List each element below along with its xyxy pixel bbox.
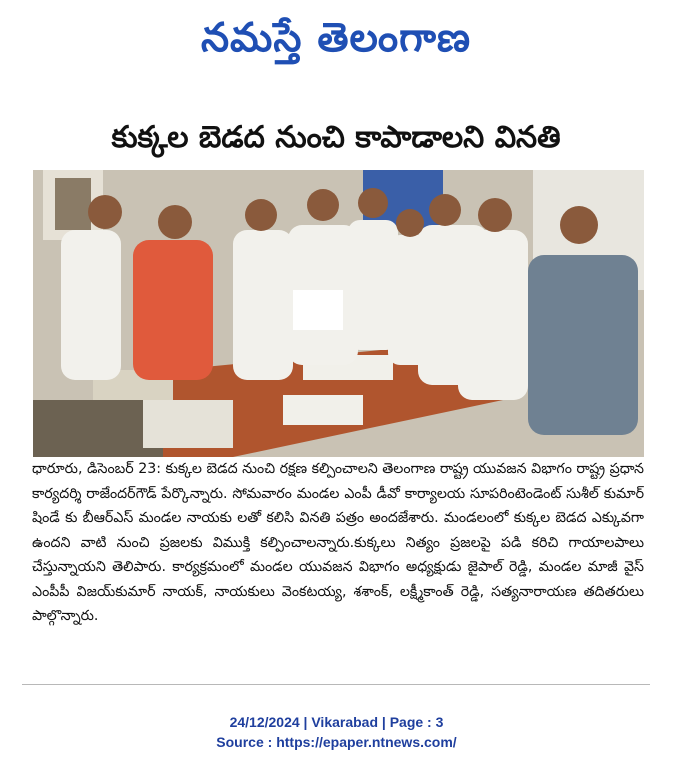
- news-clipping: [22, 8, 650, 683]
- source-line[interactable]: Source : https://epaper.ntnews.com/: [216, 734, 457, 750]
- epaper-footer: [0, 712, 673, 752]
- article-body: [32, 457, 644, 629]
- footer-divider: [22, 684, 650, 685]
- group-photo-icon: [33, 170, 644, 457]
- article-paragraph: ధారూరు, డిసెంబర్ 23: కుక్కల బెడద నుంచి రక్షణ కల్పించాలని తెలంగాణ రాష్ట్ర యువజన విభాగం రాష్ట్ర ప్రధాన కార్యదర్శి రాజేందర్‌గౌడ్ పేర్కొన్నారు. సోమవారం మండల ఎంపీ డీవో కార్యాలయ సూపరింటెండెంట్ సుశీల్ కుమార్ షిండే కు బీఆర్ఎస్ మండల నాయకు లతో కలిసి వినతి పత్రం అందజేశారు. మండలంలో కుక్కల బెడద ఎక్కువగా ఉందని వాటి నుంచి ప్రజలకు విముక్తి కల్పించాలన్నారు.కుక్కలు నిత్యం ప్రజలపై పడి కరిచి గాయాలపాలు చేస్తున్నాయని తెలిపారు. కార్యక్రమంలో మండల యువజన విభాగం అధ్యక్షుడు జైపాల్ రెడ్డి, మండల మాజీ వైస్ ఎంపీపీ విజయ్‌కుమార్ నాయక్, నాయకులు వెంకటయ్య, శశాంక్, లక్ష్మీకాంత్ రెడ్డి, సత్యనారాయణ తదితరులు పాల్గొన్నారు.: [32, 461, 644, 624]
- article-photo: [33, 170, 644, 457]
- edition-line: 24/12/2024 | Vikarabad | Page : 3: [229, 714, 444, 730]
- newspaper-masthead: నమస్తే తెలంగాణ: [200, 15, 472, 61]
- article-headline: కుక్కల బెడద నుంచి కాపాడాలని వినతి: [111, 120, 561, 155]
